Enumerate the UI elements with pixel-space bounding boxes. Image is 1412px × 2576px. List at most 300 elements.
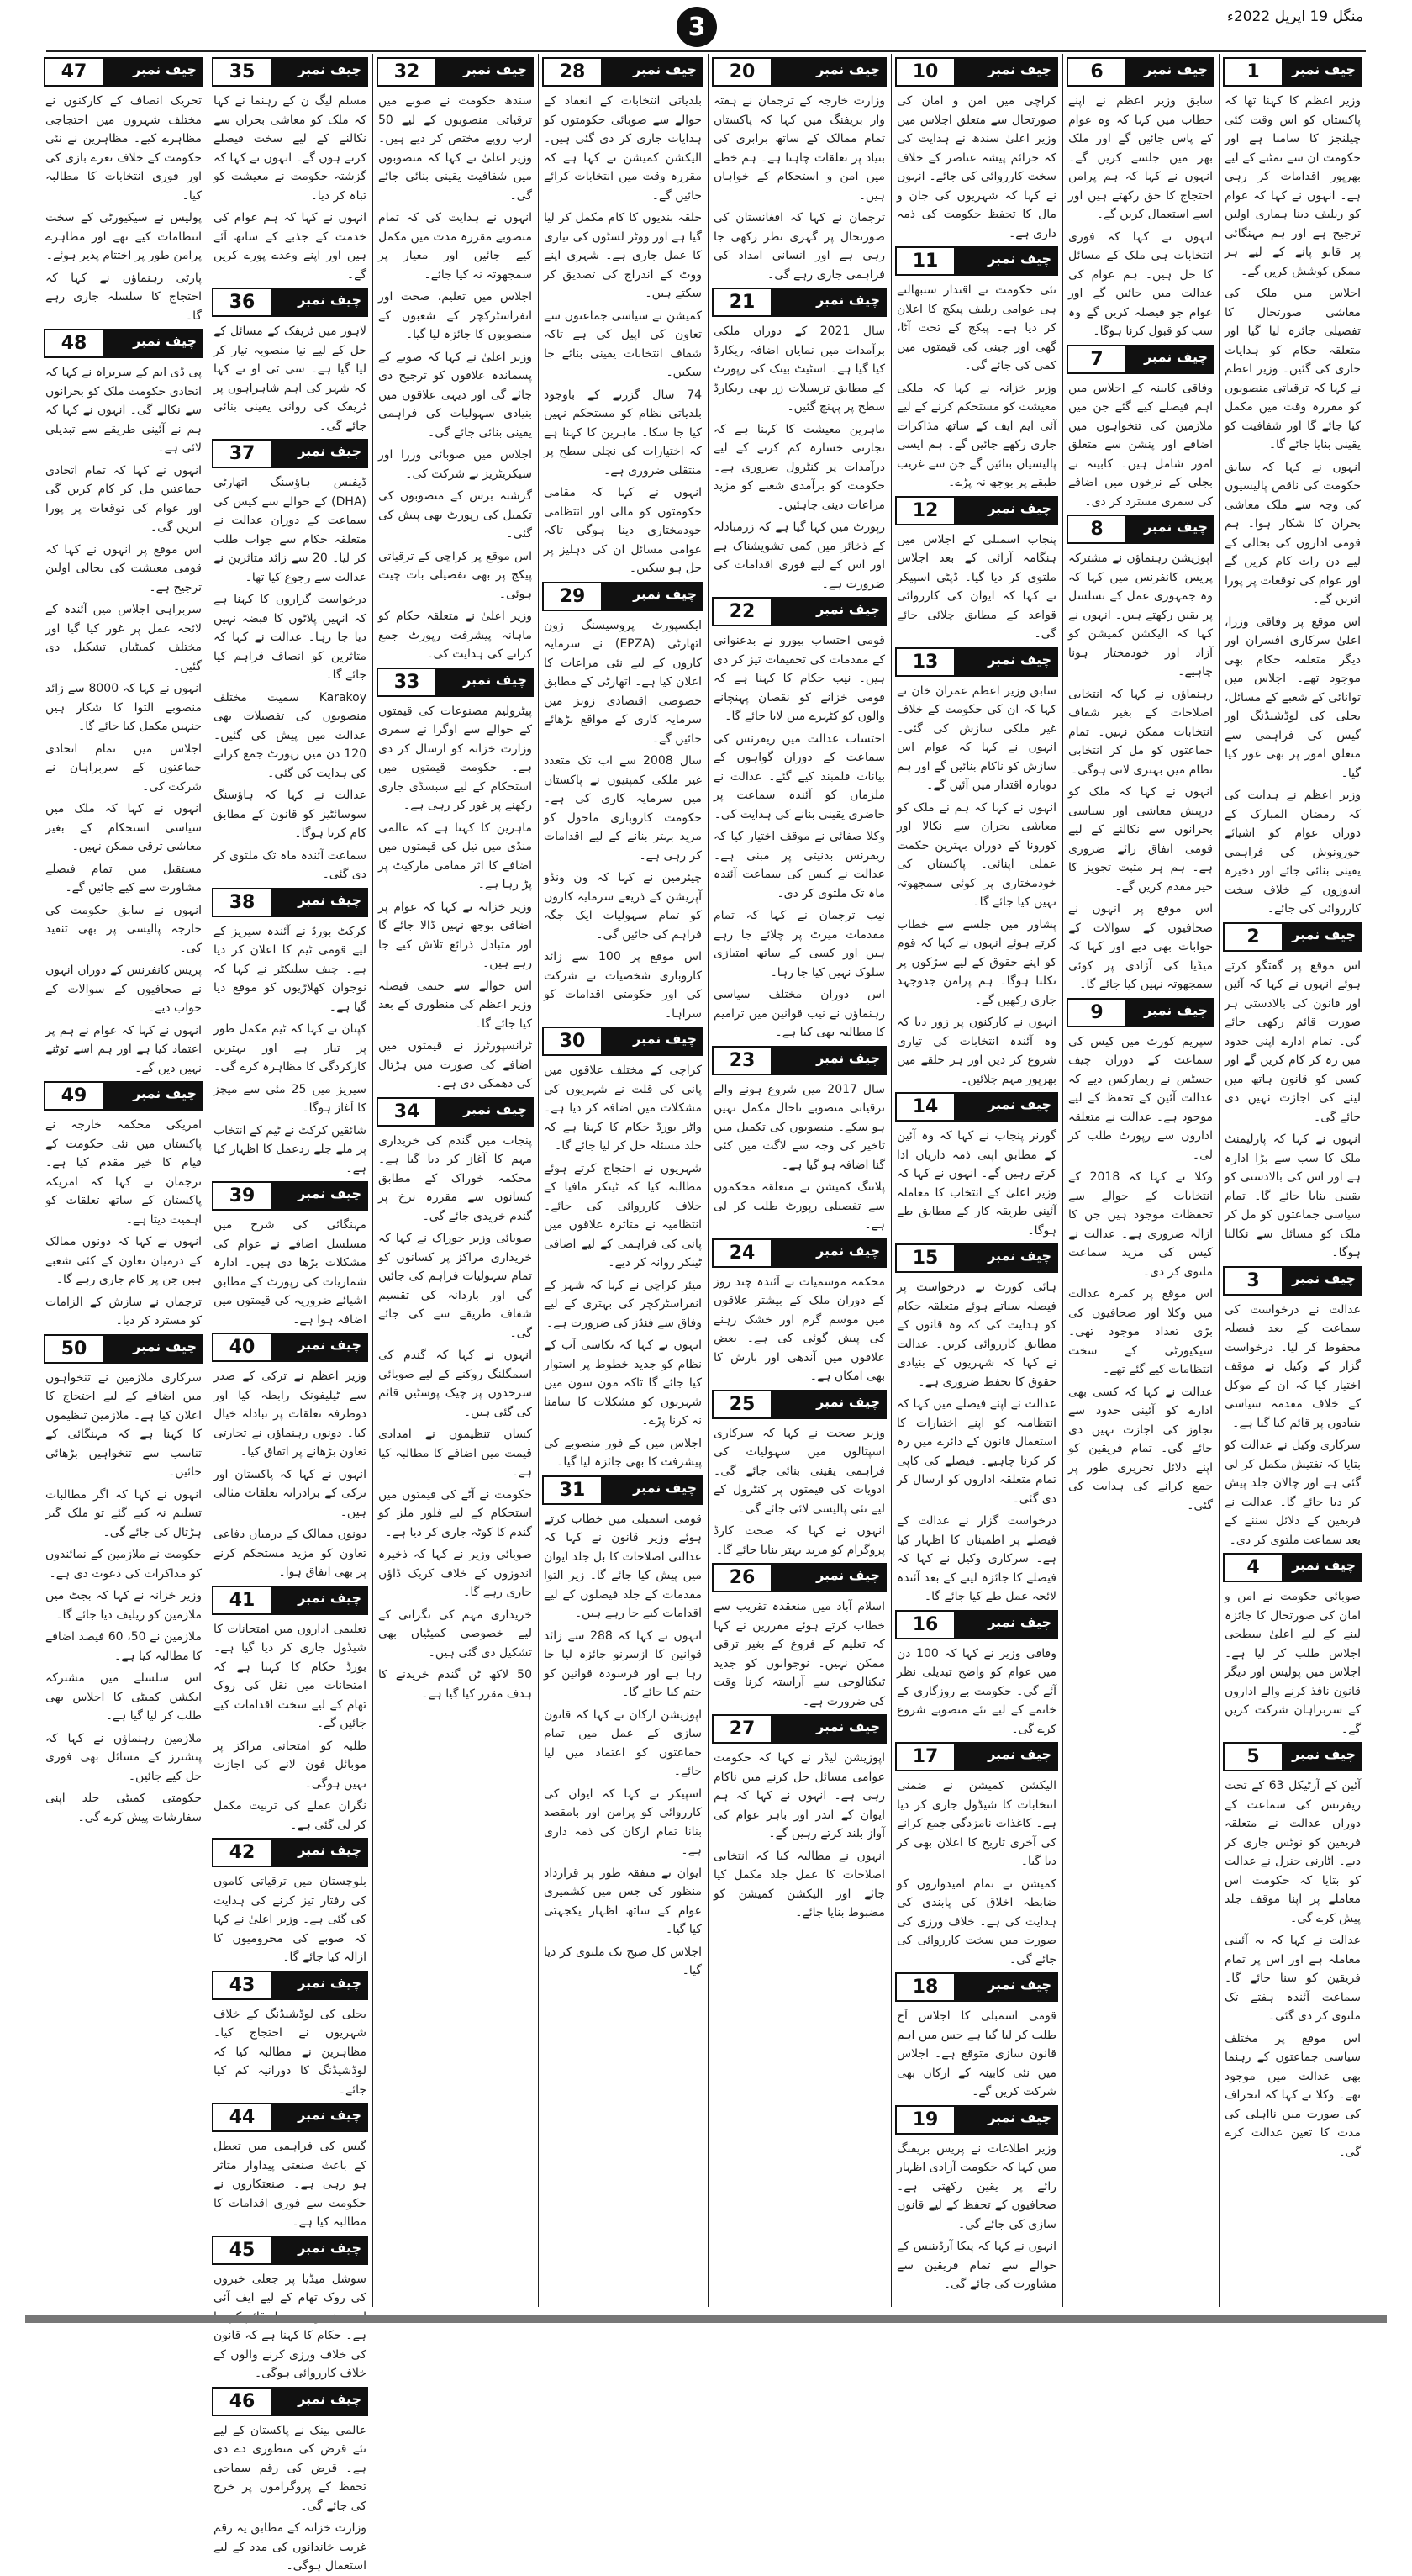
item-number: 11	[897, 248, 954, 274]
label-text: چیف نمبر	[298, 1337, 361, 1353]
news-paragraph: پی ڈی ایم کے سربراہ نے کہا کہ اتحادی حکومت ملک کو بحرانوں سے نکالے گی۔ انہوں نے کہا کہ ہم نے آئینی طریقے سے تبدیلی لائی ہے۔	[45, 366, 202, 455]
news-paragraph: انہوں نے کہا کہ اگر مطالبات تسلیم نہ کیے گئے تو ملک گیر ہڑتال کی جائے گی۔	[45, 1487, 202, 1539]
label-text: چیف نمبر	[463, 61, 527, 77]
news-paragraph: پارٹی رہنماؤں نے کہا کہ احتجاج کا سلسلہ جاری رہے گا۔	[45, 271, 202, 323]
news-item-text	[42, 1116, 205, 1331]
item-number: 41	[213, 1587, 271, 1613]
news-paragraph: ترجمان نے کہا کہ افغانستان کی صورتحال پر گہری نظر رکھی جا رہی ہے اور انسانی امداد کی فراہمی جاری رہے گی۔	[714, 211, 885, 282]
item-number-label	[377, 1097, 534, 1127]
news-paragraph: سابق وزیر اعظم عمران خان نے کہا کہ ان کی حکومت کے خلاف غیر ملکی سازش کی گئی۔ انہوں نے کہا کہ عوام اس سازش کو ناکام بنائیں گے اور ہم دوبارہ اقتدار میں آئیں گے۔	[897, 684, 1056, 792]
news-paragraph: وفاقی وزیر نے کہا کہ 100 دن میں عوام کو واضح تبدیلی نظر آئے گی۔ حکومت بے روزگاری کے خاتمے کے لیے نئے منصوبے شروع کرے گی۔	[897, 1646, 1057, 1736]
label-bar	[435, 59, 532, 85]
news-paragraph: وزارت خزانہ کے مطابق یہ رقم غریب خاندانوں کی مدد کے لیے استعمال ہوگی۔	[213, 2521, 366, 2573]
item-number: 3	[1225, 1268, 1282, 1294]
item-number-label	[895, 1092, 1058, 1122]
item-number: 40	[213, 1334, 271, 1360]
label-bar	[771, 1565, 885, 1591]
news-paragraph: وزارت خارجہ کے ترجمان نے ہفتہ وار بریفنگ میں کہا کہ پاکستان تمام ممالک کے ساتھ برابری کی بنیاد پر تعلقات چاہتا ہے۔ ہم خطے میں امن و استحکام کے خواہاں ہیں۔	[714, 94, 885, 203]
news-item-text	[210, 922, 370, 1179]
news-item-text	[1065, 92, 1216, 341]
label-bar	[601, 59, 702, 85]
news-item-text	[540, 1061, 705, 1472]
news-paragraph: حکومتی کمیٹی جلد اپنی سفارشات پیش کرے گی۔	[45, 1792, 202, 1824]
item-number-label	[377, 57, 534, 87]
column-divider	[891, 54, 892, 2307]
label-bar	[771, 599, 885, 625]
label-text: چیف نمبر	[633, 585, 697, 602]
news-paragraph: انہوں نے کہا کہ سابق حکومت کی ناقص پالیسیوں کی وجہ سے ملک معاشی بحران کا شکار ہوا۔ ہم قومی اداروں کی بحالی کے لیے دن رات کام کریں گے اور عوام کی توقعات پر پورا اتریں گے۔	[1225, 460, 1361, 606]
news-paragraph: بلدیاتی انتخابات کے انعقاد کے حوالے سے صوبائی حکومتوں کو ہدایات جاری کر دی گئی ہیں۔ الیکشن کمیشن نے کہا ہے کہ مقررہ وقت میں انتخابات کرائے جائیں گے۔	[544, 94, 702, 203]
news-paragraph: اپوزیشن رہنماؤں نے مشترکہ پریس کانفرنس میں کہا کہ وہ جمہوری عمل کے تسلسل پر یقین رکھتے ہیں۔ انہوں نے کہا کہ الیکشن کمیشن کو آزاد اور خودمختار ہونا چاہیے۔	[1068, 552, 1213, 678]
item-number: 45	[213, 2237, 271, 2263]
news-column-7	[210, 54, 370, 2573]
label-bar	[954, 498, 1056, 524]
news-paragraph: الیکشن کمیشن نے ضمنی انتخابات کا شیڈول جاری کر دیا ہے۔ کاغذات نامزدگی جمع کرانے کی آخری تاریخ کا اعلان بھی کر دیا گیا۔	[897, 1779, 1056, 1868]
item-number-label	[1067, 57, 1214, 87]
news-item-text	[710, 322, 888, 594]
news-item-text	[893, 281, 1060, 493]
news-paragraph: انہوں نے کہا کہ پارلیمنٹ ملک کا سب سے بڑا ادارہ ہے اور اس کی بالادستی کو یقینی بنایا جائے گا۔ تمام سیاسی جماعتوں کو مل کر ملک کو مسائل سے نکالنا ہوگا۔	[1225, 1132, 1361, 1259]
news-paragraph: حکومت نے ملازمین کے نمائندوں کو مذاکرات کی دعوت دی ہے۔	[45, 1548, 202, 1581]
news-paragraph: انہوں نے کہا کہ گندم کی اسمگلنگ روکنے کے لیے صوبائی سرحدوں پر چیک پوسٹیں قائم کی گئی ہیں۔	[378, 1349, 532, 1419]
news-item-text	[210, 473, 370, 884]
item-number: 42	[213, 1840, 271, 1866]
news-paragraph: رہنماؤں نے کہا کہ انتخابی اصلاحات کے بغیر شفاف انتخابات ممکن نہیں۔ تمام جماعتوں کو مل کر انتخابی نظام میں بہتری لانی ہوگی۔	[1068, 687, 1213, 777]
news-paragraph: اجلاس کل صبح تک ملتوی کر دیا گیا۔	[544, 1945, 702, 1977]
label-text: چیف نمبر	[633, 1031, 697, 1047]
news-item-text	[210, 2137, 370, 2232]
label-bar	[771, 1240, 885, 1266]
news-paragraph: انہوں نے کارکنوں پر زور دیا کہ وہ آئندہ انتخابات کی تیاری شروع کر دیں اور ہر حلقے میں بھرپور مہم چلائیں۔	[897, 1016, 1056, 1086]
item-number-label	[212, 1838, 368, 1867]
item-number: 24	[714, 1240, 771, 1266]
item-number: 39	[213, 1183, 271, 1209]
news-item-text	[1065, 549, 1216, 995]
item-number-label	[212, 1181, 368, 1211]
news-paragraph: انہوں نے کہا کہ 288 سے زائد قوانین کا ازسرنو جائزہ لیا جا رہا ہے اور فرسودہ قوانین کو ختم کیا جائے گا۔	[544, 1628, 702, 1699]
label-text: چیف نمبر	[816, 61, 880, 77]
news-paragraph: عدالت نے درخواست کی سماعت کے بعد فیصلہ محفوظ کر لیا۔ درخواست گزار کے وکیل نے موقف اختیار کیا کہ ان کے موکل کے خلاف مقدمہ سیاسی بنیادوں پر قائم کیا گیا ہے۔	[1225, 1302, 1361, 1430]
label-text: چیف نمبر	[298, 443, 361, 459]
news-item-text	[893, 1278, 1060, 1607]
news-paragraph: طلبہ کو امتحانی مراکز پر موبائل فون لانے کی اجازت نہیں ہوگی۔	[213, 1739, 366, 1791]
news-paragraph: اس دوران مختلف سیاسی رہنماؤں نے نیب قوانین میں ترامیم کا مطالبہ بھی کیا ہے۔	[714, 988, 885, 1039]
news-paragraph: 50 لاکھ ٹن گندم خریدنے کا ہدف مقرر کیا گیا ہے۔	[378, 1668, 532, 1701]
label-text: چیف نمبر	[816, 1567, 880, 1583]
news-paragraph: تعلیمی اداروں میں امتحانات کا شیڈول جاری کر دیا گیا ہے۔ بورڈ حکام کا کہنا ہے کہ امتحانات میں نقل کی روک تھام کے لیے سخت اقدامات کیے جائیں گے۔	[213, 1622, 366, 1730]
news-item-text	[42, 1369, 205, 1828]
item-number: 6	[1068, 59, 1125, 85]
news-paragraph: آئین کے آرٹیکل 63 کے تحت ریفرنس کی سماعت کے دوران عدالت نے متعلقہ فریقین کو نوٹس جاری کر دیے۔ اٹارنی جنرل نے عدالت کو بتایا کہ حکومت اس معاملے پر اپنا موقف جلد پیش کرے گی۔	[1225, 1779, 1362, 1925]
news-paragraph: قومی اسمبلی میں خطاب کرتے ہوئے وزیر قانون نے کہا کہ عدالتی اصلاحات کا بل جلد ایوان میں پیش کیا جائے گا۔ زیر التوا مقدمات کے جلد فیصلوں کے لیے اقدامات کیے جا رہے ہیں۔	[544, 1512, 702, 1620]
label-bar	[271, 1840, 366, 1866]
item-number: 31	[544, 1477, 601, 1503]
news-item-text	[210, 1620, 370, 1835]
label-text: چیف نمبر	[1292, 926, 1356, 942]
news-paragraph: مستقبل میں تمام فیصلے مشاورت سے کیے جائیں گے۔	[45, 862, 202, 895]
item-number-label	[712, 597, 887, 626]
news-paragraph: اس موقع پر وفاقی وزرا، اعلیٰ سرکاری افسران اور دیگر متعلقہ حکام بھی موجود تھے۔ اجلاس میں توانائی کے شعبے کے مسائل، بجلی کی لوڈشیڈنگ اور گیس کی فراہمی سے متعلق امور پر بھی غور کیا گیا۔	[1225, 615, 1361, 780]
item-number: 2	[1225, 924, 1282, 950]
label-text: چیف نمبر	[633, 61, 697, 77]
news-paragraph: پلاننگ کمیشن نے متعلقہ محکموں سے تفصیلی رپورٹ طلب کر لی ہے۔	[714, 1180, 885, 1232]
news-paragraph: شائقین کرکٹ نے ٹیم کے انتخاب پر ملے جلے ردعمل کا اظہار کیا ہے۔	[213, 1123, 366, 1175]
news-item-text	[1221, 1301, 1364, 1550]
news-item-text	[710, 1749, 888, 1923]
label-text: چیف نمبر	[298, 61, 361, 77]
label-bar	[771, 59, 885, 85]
news-paragraph: انہوں نے کہا کہ ملک میں سیاسی استحکام کے بغیر معاشی ترقی ممکن نہیں۔	[45, 802, 202, 853]
news-paragraph: پنجاب اسمبلی کے اجلاس میں ہنگامہ آرائی کے بعد اجلاس ملتوی کر دیا گیا۔ ڈپٹی اسپیکر نے کہا کہ ایوان کی کارروائی قواعد کے مطابق چلائی جائے گی۔	[897, 532, 1056, 641]
label-text: چیف نمبر	[816, 601, 880, 617]
news-paragraph: انہوں نے کہا کہ صحت کارڈ پروگرام کو مزید بہتر بنایا جائے گا۔	[714, 1524, 885, 1557]
news-paragraph: انہوں نے کہا کہ نکاسی آب کے نظام کو جدید خطوط پر استوار کیا جائے گا تاکہ مون سون میں شہریوں کو مشکلات کا سامنا نہ کرنا پڑے۔	[544, 1338, 702, 1428]
news-paragraph: پنجاب میں گندم کی خریداری مہم کا آغاز کر دیا گیا ہے۔ محکمہ خوراک کے مطابق کسانوں سے مقررہ نرخ پر گندم خریدی جائے گی۔	[378, 1133, 532, 1223]
news-paragraph: کراچی کے مختلف علاقوں میں پانی کی قلت نے شہریوں کی مشکلات میں اضافہ کر دیا ہے۔ واٹر بورڈ حکام کا کہنا ہے کہ جلد مسئلہ حل کر لیا جائے گا۔	[544, 1064, 702, 1153]
news-paragraph: اس موقع پر گفتگو کرتے ہوئے انہوں نے کہا کہ آئین اور قانون کی بالادستی ہر صورت قائم رکھی جائے گی۔ تمام ادارے اپنی حدود میں رہ کر کام کریں گے اور کسی کو قانون ہاتھ میں لینے کی اجازت نہیں دی جائے گی۔	[1225, 958, 1361, 1124]
item-number: 21	[714, 289, 771, 315]
label-bar	[1125, 516, 1213, 542]
news-paragraph: اس موقع پر انہوں نے صحافیوں کے سوالات کے جوابات بھی دیے اور کہا کہ میڈیا کی آزادی پر کوئی سمجھوتہ نہیں کیا جائے گا۔	[1068, 902, 1213, 991]
news-paragraph: سابق وزیر اعظم نے اپنے خطاب میں کہا کہ وہ عوام کے پاس جائیں گے اور ملک بھر میں جلسے کریں گے۔ انہوں نے کہا کہ ہم پرامن احتجاج کا حق رکھتے ہیں اور اسے استعمال کریں گے۔	[1068, 94, 1213, 221]
label-text: چیف نمبر	[298, 2107, 361, 2123]
news-paragraph: حلقہ بندیوں کا کام مکمل کر لیا گیا ہے اور ووٹر لسٹوں کی تیاری کا عمل جاری ہے۔ شہری اپنے ووٹ کے اندراج کی تصدیق کر سکتے ہیں۔	[544, 211, 702, 300]
news-paragraph: چیئرمین نے کہا کہ ون ونڈو آپریشن کے ذریعے سرمایہ کاروں کو تمام سہولیات ایک جگہ فراہم کی جائیں گی۔	[544, 871, 702, 942]
news-paragraph: انہوں نے کہا کہ ہم نے ملک کو معاشی بحران سے نکالا اور کورونا کے دوران بہترین حکمت عملی اپنائی۔ پاکستان کی خودمختاری پر کوئی سمجھوتہ نہیں کیا جائے گا۔	[897, 800, 1056, 909]
news-paragraph: ماہرین معیشت کا کہنا ہے کہ تجارتی خسارہ کم کرنے کے لیے درآمدات پر کنٹرول ضروری ہے۔ حکومت کو برآمدی شعبے کو مزید مراعات دینی چاہئیں۔	[714, 422, 885, 512]
label-bar	[954, 1744, 1056, 1770]
item-number: 4	[1225, 1555, 1282, 1581]
item-number-label	[44, 57, 203, 87]
news-item-text	[540, 92, 705, 578]
label-text: چیف نمبر	[298, 1842, 361, 1858]
news-paragraph: پیٹرولیم مصنوعات کی قیمتوں کے حوالے سے اوگرا نے سمری وزارت خزانہ کو ارسال کر دی ہے۔ حکومت قیمتوں میں استحکام کے لیے سبسڈی جاری رکھنے پر غور کر رہی ہے۔	[378, 704, 532, 812]
label-bar	[1125, 1000, 1213, 1026]
news-item-text	[1221, 92, 1364, 919]
label-bar	[1282, 59, 1361, 85]
news-paragraph: Karakoy سمیت مختلف منصوبوں کی تفصیلات بھی عدالت میں پیش کی گئیں۔ 120 دن میں رپورٹ جمع کرانے کی ہدایت کی گئی۔	[213, 690, 366, 780]
item-number: 14	[897, 1094, 954, 1120]
label-text: چیف نمبر	[298, 292, 361, 308]
news-paragraph: تحریک انصاف کے کارکنوں نے مختلف شہروں میں احتجاجی مظاہرے کیے۔ مظاہرین نے نئی حکومت کے خلاف نعرے بازی کی اور فوری انتخابات کا مطالبہ کیا۔	[45, 94, 202, 203]
item-number: 10	[897, 59, 954, 85]
news-paragraph: بلوچستان میں ترقیاتی کاموں کی رفتار تیز کرنے کی ہدایت کی گئی ہے۔ وزیر اعلیٰ نے کہا کہ صوبے کی محرومیوں کا ازالہ کیا جائے گا۔	[213, 1875, 366, 1964]
item-number: 15	[897, 1245, 954, 1271]
news-item-text	[540, 1510, 705, 1981]
news-item-text	[893, 1644, 1060, 1739]
label-bar	[1282, 1744, 1361, 1770]
item-number-label	[44, 329, 203, 358]
news-item-text	[1221, 957, 1364, 1263]
label-bar	[601, 1477, 702, 1503]
label-text: چیف نمبر	[298, 2239, 361, 2256]
news-paragraph: اس موقع پر کمرہ عدالت میں وکلا اور صحافیوں کی بڑی تعداد موجود تھی۔ سیکیورٹی کے سخت انتظامات کیے گئے تھے۔	[1068, 1287, 1213, 1376]
column-divider	[1062, 54, 1063, 2307]
news-paragraph: وزیر خزانہ نے کہا کہ ملکی معیشت کو مستحکم کرنے کے لیے آئی ایم ایف کے ساتھ مذاکرات جاری رکھے جائیں گے۔ ہم ایسی پالیسیاں بنائیں گے جن سے غریب طبقے پر بوجھ نہ پڑے۔	[897, 381, 1056, 489]
label-text: چیف نمبر	[1292, 1270, 1356, 1286]
news-item-text	[1221, 1587, 1364, 1739]
label-bar	[954, 59, 1056, 85]
news-paragraph: صوبائی وزیر خوراک نے کہا کہ خریداری مراکز پر کسانوں کو تمام سہولیات فراہم کی جائیں گی اور باردانہ کی تقسیم شفاف طریقے سے کی جائے گی۔	[378, 1232, 532, 1340]
label-text: چیف نمبر	[133, 1085, 197, 1101]
news-item-text	[893, 2007, 1060, 2102]
news-item-text	[540, 616, 705, 1024]
label-text: چیف نمبر	[463, 671, 527, 688]
news-paragraph: سال 2021 کے دوران ملکی برآمدات میں نمایاں اضافہ ریکارڈ کیا گیا ہے۔ اسٹیٹ بینک کی رپورٹ کے مطابق ترسیلات زر بھی ریکارڈ سطح پر پہنچ گئیں۔	[714, 325, 885, 414]
news-paragraph: سپریم کورٹ میں کیس کی سماعت کے دوران چیف جسٹس نے ریمارکس دیے کہ عدالت آئین کے تحفظ کے لیے موجود ہے۔ عدالت نے متعلقہ اداروں سے رپورٹ طلب کر لی۔	[1068, 1034, 1213, 1162]
label-bar	[103, 330, 202, 356]
item-number: 7	[1068, 346, 1125, 372]
news-paragraph: احتساب عدالت میں ریفرنس کی سماعت کے دوران گواہوں کے بیانات قلمبند کیے گئے۔ عدالت نے ملزمان کو آئندہ سماعت پر حاضری یقینی بنانے کی ہدایت کی۔	[714, 731, 885, 821]
item-number-label	[712, 1714, 887, 1744]
column-divider	[372, 54, 373, 2307]
news-column-4	[710, 54, 888, 2303]
item-number-label	[212, 2103, 368, 2132]
label-text: چیف نمبر	[988, 1746, 1051, 1762]
label-bar	[954, 1245, 1056, 1271]
item-number-label	[212, 2387, 368, 2416]
news-item-text	[1065, 379, 1216, 512]
news-paragraph: سماعت آئندہ ماہ تک ملتوی کر دی گئی۔	[213, 848, 366, 881]
news-column-6	[375, 54, 535, 2303]
news-item-text	[210, 2270, 370, 2383]
news-paragraph: اجلاس میں تعلیم، صحت اور انفراسٹرکچر کے شعبوں کے منصوبوں کا جائزہ لیا گیا۔	[378, 290, 532, 341]
item-number-label	[895, 2105, 1058, 2135]
news-paragraph: انہوں نے کہا کہ 8000 سے زائد منصوبے التوا کا شکار ہیں جنہیں مکمل کیا جائے گا۔	[45, 682, 203, 733]
label-bar	[771, 1716, 885, 1742]
label-bar	[271, 441, 366, 467]
item-number: 22	[714, 599, 771, 625]
news-paragraph: قومی احتساب بیورو نے بدعنوانی کے مقدمات کی تحقیقات تیز کر دی ہیں۔ نیب حکام کا کہنا ہے کہ قومی خزانے کو نقصان پہنچانے والوں کو کٹہرے میں لایا جائے گا۔	[714, 634, 885, 723]
news-paragraph: کراچی میں امن و امان کی صورتحال سے متعلق اجلاس میں وزیر اعلیٰ سندھ نے ہدایت کی کہ جرائم پیشہ عناصر کے خلاف سخت کارروائی کی جائے۔ انہوں نے کہا کہ شہریوں کی جان و مال کا تحفظ حکومت کی ذمہ داری ہے۔	[897, 94, 1056, 240]
news-paragraph: اس موقع پر کراچی کے ترقیاتی پیکج پر بھی تفصیلی بات چیت ہوئی۔	[378, 549, 532, 601]
item-number: 32	[378, 59, 435, 85]
news-column-1	[1221, 54, 1364, 2303]
label-bar	[954, 649, 1056, 675]
news-item-text	[710, 1597, 888, 1711]
label-bar	[435, 669, 532, 695]
news-paragraph: اپوزیشن لیڈر نے کہا کہ حکومت عوامی مسائل حل کرنے میں ناکام رہی ہے۔ انہوں نے کہا کہ ہم ایوان کے اندر اور باہر عوام کی آواز بلند کرتے رہیں گے۔	[714, 1751, 885, 1840]
label-text: چیف نمبر	[633, 1479, 697, 1496]
news-paragraph: کمیشن نے تمام امیدواروں کو ضابطہ اخلاق کی پابندی کی ہدایت کی ہے۔ خلاف ورزی کی صورت میں سخت کارروائی کی جائے گی۔	[897, 1877, 1056, 1966]
news-item-text	[1065, 1032, 1216, 1516]
news-paragraph: اجلاس میں صوبائی وزرا اور سیکریٹریز نے شرکت کی۔	[378, 448, 532, 481]
item-number-label	[895, 496, 1058, 525]
news-paragraph: سربراہی اجلاس میں آئندہ کے لائحہ عمل پر غور کیا گیا اور مختلف کمیٹیاں تشکیل دی گئیں۔	[45, 603, 202, 673]
news-paragraph: درخواست گزاروں کا کہنا ہے کہ انہیں پلاٹوں کا قبضہ نہیں دیا جا رہا۔ عدالت نے کہا کہ متاثرین کو انصاف فراہم کیا جائے گا۔	[213, 593, 366, 682]
item-number: 18	[897, 1974, 954, 2000]
news-paragraph: میئر کراچی نے کہا کہ شہر کے انفراسٹرکچر کی بہتری کے لیے وفاق سے فنڈز کی ضرورت ہے۔	[544, 1278, 702, 1330]
news-paragraph: وکلا نے کہا کہ 2018 کے انتخابات کے حوالے سے تحفظات موجود ہیں جن کا ازالہ ضروری ہے۔ عدالت نے کیس کی مزید سماعت ملتوی کر دی۔	[1068, 1170, 1213, 1279]
news-paragraph: اجلاس میں تمام اتحادی جماعتوں کے سربراہان نے شرکت کی۔	[45, 742, 202, 794]
label-text: چیف نمبر	[988, 251, 1051, 267]
news-paragraph: اجلاس میں کے فور منصوبے کی پیشرفت کا بھی جائزہ لیا گیا۔	[544, 1436, 702, 1469]
item-number-label	[212, 1586, 368, 1615]
news-paragraph: امریکی محکمہ خارجہ نے پاکستان میں نئی حکومت کے قیام کا خیر مقدم کیا ہے۔ ترجمان نے کہا کہ امریکہ پاکستان کے ساتھ تعلقات کو اہمیت دیتا ہے۔	[45, 1118, 202, 1227]
news-item-text	[710, 1424, 888, 1560]
news-paragraph: پشاور میں جلسے سے خطاب کرتے ہوئے انہوں نے کہا کہ قوم کو اپنے حقوق کے لیے سڑکوں پر نکلنا ہوگا۔ ہم پرامن جدوجہد جاری رکھیں گے۔	[897, 917, 1056, 1007]
news-paragraph: ماہرین کا کہنا ہے کہ عالمی منڈی میں تیل کی قیمتوں میں اضافے کا اثر مقامی مارکیٹ پر پڑ رہا ہے۔	[378, 821, 532, 891]
news-item-text	[375, 1132, 535, 1704]
news-paragraph: سال 2008 سے اب تک متعدد غیر ملکی کمپنیوں نے پاکستان میں سرمایہ کاری کی ہے۔ حکومت کاروباری ماحول کو مزید بہتر بنانے کے لیے اقدامات کر رہی ہے۔	[544, 754, 702, 863]
news-paragraph: اس موقع پر انہوں نے کہا کہ قومی معیشت کی بحالی اولین ترجیح ہے۔	[45, 542, 202, 594]
news-paragraph: انہوں نے کہا کہ فوری انتخابات ہی ملک کے مسائل کا حل ہیں۔ ہم عوام کی عدالت میں جائیں گے اور عوام جو فیصلہ کریں گے وہ سب کو قبول کرنا ہوگا۔	[1068, 230, 1213, 338]
news-paragraph: 74 سال گزرنے کے باوجود بلدیاتی نظام کو مستحکم نہیں کیا جا سکا۔ ماہرین کا کہنا ہے کہ اختیارات کی نچلی سطح پر منتقلی ضروری ہے۔	[544, 388, 702, 478]
item-number-label	[1223, 1553, 1362, 1582]
news-paragraph: مسلم لیگ ن کے رہنما نے کہا کہ ملک کو معاشی بحران سے نکالنے کے لیے سخت فیصلے کرنے ہوں گے۔ انہوں نے کہا کہ گزشتہ حکومت نے معیشت کو تباہ کر دیا۔	[213, 94, 366, 203]
news-column-5	[540, 54, 705, 2303]
label-text: چیف نمبر	[298, 891, 361, 908]
news-paragraph: ڈیفنس ہاؤسنگ اتھارٹی (DHA) کے حوالے سے کیس کی سماعت کے دوران عدالت نے متعلقہ حکام سے جواب طلب کر لیا۔ 20 سے زائد متاثرین نے عدالت سے رجوع کیا تھا۔	[213, 476, 366, 584]
item-number-label	[1067, 345, 1214, 374]
news-column-3	[893, 54, 1060, 2303]
news-paragraph: گیس کی فراہمی میں تعطل کے باعث صنعتی پیداوار متاثر ہو رہی ہے۔ صنعتکاروں نے حکومت سے فوری اقدامات کا مطالبہ کیا ہے۔	[213, 2140, 366, 2229]
item-number-label	[895, 1742, 1058, 1771]
item-number: 19	[897, 2107, 954, 2133]
label-text: چیف نمبر	[1292, 61, 1356, 77]
news-paragraph: ترجمان نے سازش کے الزامات کو مسترد کر دیا۔	[45, 1295, 202, 1328]
item-number-label	[712, 1563, 887, 1592]
news-paragraph: عدالت نے کہا کہ ہاؤسنگ سوسائٹیز کو قانون کے مطابق کام کرنا ہوگا۔	[213, 789, 366, 840]
item-number-label	[212, 439, 368, 468]
news-paragraph: اس حوالے سے حتمی فیصلہ وزیر اعظم کی منظوری کے بعد کیا جائے گا۔	[378, 979, 532, 1031]
item-number: 23	[714, 1048, 771, 1074]
item-number: 16	[897, 1612, 954, 1638]
item-number: 43	[213, 1972, 271, 1998]
item-number-label	[1067, 998, 1214, 1027]
item-number-label	[44, 1081, 203, 1111]
news-paragraph: وزیر اعظم نے ترکی کے صدر سے ٹیلیفونک رابطہ کیا اور دوطرفہ تعلقات پر تبادلہ خیال کیا۔ دونوں رہنماؤں نے تجارتی تعاون بڑھانے پر اتفاق کیا۔	[213, 1370, 366, 1459]
label-bar	[271, 1334, 366, 1360]
news-item-text	[210, 2005, 370, 2100]
item-number: 49	[45, 1083, 103, 1109]
news-paragraph: نئی حکومت نے اقتدار سنبھالتے ہی عوامی ریلیف پیکج کا اعلان کر دیا ہے۔ پیکج کے تحت آٹا، گھی اور چینی کی قیمتوں میں کمی کی جائے گی۔	[897, 283, 1056, 372]
item-number-label	[212, 1971, 368, 2000]
news-paragraph: عالمی بینک نے پاکستان کے لیے نئے قرض کی منظوری دے دی ہے۔ قرض کی رقم سماجی تحفظ کے پروگراموں پر خرچ کی جائے گی۔	[213, 2423, 366, 2513]
news-paragraph: انہوں نے کہا کہ پیکا آرڈیننس کے حوالے سے تمام فریقین سے مشاورت کی جائے گی۔	[897, 2240, 1056, 2291]
news-paragraph: صوبائی وزیر نے کہا کہ ذخیرہ اندوزوں کے خلاف کریک ڈاؤن جاری رہے گا۔	[378, 1548, 532, 1599]
label-bar	[954, 1094, 1056, 1120]
news-paragraph: اس موقع پر 100 سے زائد کاروباری شخصیات نے شرکت کی اور حکومتی اقدامات کو سراہا۔	[544, 950, 702, 1021]
item-number: 44	[213, 2104, 271, 2130]
label-text: چیف نمبر	[988, 1613, 1051, 1630]
item-number-label	[212, 1333, 368, 1362]
news-paragraph: عدالت نے کہا کہ کسی بھی ادارے کو آئینی حدود سے تجاوز کی اجازت نہیں دی جائے گی۔ تمام فریقین کو اپنے دلائل تحریری طور پر جمع کرانے کی ہدایت کی گئی۔	[1068, 1385, 1213, 1512]
item-number-label	[212, 2236, 368, 2265]
item-number-label	[212, 288, 368, 317]
news-paragraph: دونوں ممالک کے درمیان دفاعی تعاون کو مزید مستحکم کرنے پر بھی اتفاق ہوا۔	[213, 1528, 366, 1579]
label-text: چیف نمبر	[1144, 348, 1208, 365]
item-number: 26	[714, 1565, 771, 1591]
label-text: چیف نمبر	[816, 1242, 880, 1259]
news-paragraph: صوبائی حکومت نے امن و امان کی صورتحال کا جائزہ لینے کے لیے اعلیٰ سطحی اجلاس طلب کر لیا ہے۔ اجلاس میں پولیس اور دیگر قانون نافذ کرنے والے اداروں کے سربراہان شرکت کریں گے۔	[1225, 1590, 1361, 1736]
label-text: چیف نمبر	[816, 292, 880, 308]
news-paragraph: شہریوں نے احتجاج کرتے ہوئے مطالبہ کیا کہ ٹینکر مافیا کے خلاف کارروائی کی جائے۔ انتظامیہ نے متاثرہ علاقوں میں پانی کی فراہمی کے لیے اضافی ٹینکر روانہ کر دیے۔	[544, 1161, 702, 1270]
news-paragraph: وزیر صحت نے کہا کہ سرکاری اسپتالوں میں سہولیات کی فراہمی یقینی بنائی جائے گی۔ ادویات کی قیمتوں پر کنٹرول کے لیے نئی پالیسی لائی جائے گی۔	[714, 1426, 885, 1516]
item-number: 13	[897, 649, 954, 675]
news-paragraph: اسلام آباد میں منعقدہ تقریب سے خطاب کرتے ہوئے مقررین نے کہا کہ تعلیم کے فروغ کے بغیر ترقی ممکن نہیں۔ نوجوانوں کو جدید ٹیکنالوجی سے آراستہ کرنا وقت کی ضرورت ہے۔	[714, 1600, 885, 1708]
label-bar	[271, 289, 366, 315]
item-number: 30	[544, 1028, 601, 1054]
news-paragraph: انہوں نے کہا کہ عوام نے ہم پر اعتماد کیا ہے اور ہم اسے ٹوٹنے نہیں دیں گے۔	[45, 1023, 202, 1075]
news-paragraph: سرکاری وکیل نے عدالت کو بتایا کہ تفتیش مکمل کر لی گئی ہے اور چالان جلد پیش کر دیا جائے گا۔ عدالت نے فریقین کے دلائل سننے کے بعد سماعت ملتوی کر دی۔	[1225, 1438, 1361, 1547]
item-number-label	[895, 1610, 1058, 1639]
item-number-label	[1223, 1742, 1362, 1771]
item-number-label	[542, 1475, 703, 1505]
news-item-text	[210, 1872, 370, 1967]
label-bar	[271, 1183, 366, 1209]
news-paragraph: اپوزیشن ارکان نے کہا کہ قانون سازی کے عمل میں تمام جماعتوں کو اعتماد میں لیا جائے۔	[544, 1708, 702, 1778]
item-number: 50	[45, 1336, 103, 1362]
label-bar	[771, 1048, 885, 1074]
label-text: چیف نمبر	[988, 1248, 1051, 1264]
label-text: چیف نمبر	[133, 333, 197, 349]
item-number: 37	[213, 441, 271, 467]
label-bar	[601, 583, 702, 610]
item-number-label	[1223, 1266, 1362, 1296]
news-paragraph: وفاقی کابینہ کے اجلاس میں اہم فیصلے کیے گئے جن میں ملازمین کی تنخواہوں میں اضافے اور پنشن سے متعلق امور شامل ہیں۔ کابینہ نے بجلی کے نرخوں میں اضافے کی سمری مسترد کر دی۔	[1068, 381, 1213, 509]
news-paragraph: انہوں نے کہا کہ مقامی حکومتوں کو مالی اور انتظامی خودمختاری دینا ہوگی تاکہ عوامی مسائل ان کی دہلیز پر حل ہو سکیں۔	[544, 486, 702, 575]
item-number: 48	[45, 330, 103, 356]
item-number-label	[895, 647, 1058, 677]
news-item-text	[42, 92, 205, 325]
news-paragraph: درخواست گزار نے عدالت کے فیصلے پر اطمینان کا اظہار کیا ہے۔ سرکاری وکیل نے کہا کہ فیصلے کا جائزہ لینے کے بعد آئندہ لائحہ عمل طے کیا جائے گا۔	[897, 1514, 1056, 1603]
label-text: چیف نمبر	[1144, 1001, 1208, 1018]
item-number: 25	[714, 1391, 771, 1417]
news-item-text	[375, 702, 535, 1094]
page-number: 3	[677, 7, 717, 47]
label-bar	[103, 1083, 202, 1109]
item-number-label	[1223, 922, 1362, 952]
news-item-text	[710, 631, 888, 1043]
news-paragraph: پولیس نے سیکیورٹی کے سخت انتظامات کیے تھے اور مظاہرے پرامن طور پر اختتام پذیر ہوئے۔	[45, 211, 202, 262]
news-item-text	[710, 1080, 888, 1235]
label-bar	[271, 1972, 366, 1998]
label-text: چیف نمبر	[988, 2109, 1051, 2125]
news-paragraph: انہوں نے کہا کہ دونوں ممالک کے درمیان تعاون کے کئی شعبے ہیں جن پر کام جاری رہے گا۔	[45, 1235, 202, 1286]
news-paragraph: عدالت نے کہا کہ یہ آئینی معاملہ ہے اور اس پر تمام فریقین کو سنا جائے گا۔ سماعت آئندہ ہفتے تک ملتوی کر دی گئی۔	[1225, 1934, 1361, 2023]
news-paragraph: انہوں نے مطالبہ کیا کہ انتخابی اصلاحات کا عمل جلد مکمل کیا جائے اور الیکشن کمیشن کو مضبوط بنایا جائے۔	[714, 1849, 885, 1919]
label-bar	[601, 1028, 702, 1054]
item-number-label	[712, 1238, 887, 1268]
column-divider	[538, 54, 539, 2307]
item-number: 34	[378, 1099, 435, 1125]
news-paragraph: پریس کانفرنس کے دوران انہوں نے صحافیوں کے سوالات کے جواب دیے۔	[45, 963, 202, 1015]
label-text: چیف نمبر	[988, 61, 1051, 77]
news-paragraph: اس سلسلے میں مشترکہ ایکشن کمیٹی کا اجلاس بھی طلب کر لیا گیا ہے۔	[45, 1671, 202, 1723]
news-paragraph: ملازمین نے 50، 60 فیصد اضافے کا مطالبہ کیا ہے۔	[45, 1630, 203, 1663]
news-paragraph: ٹرانسپورٹرز نے قیمتوں میں اضافے کی صورت میں ہڑتال کی دھمکی دی ہے۔	[378, 1039, 532, 1090]
news-paragraph: بجلی کی لوڈشیڈنگ کے خلاف شہریوں نے احتجاج کیا۔ مظاہرین نے مطالبہ کیا کہ لوڈشیڈنگ کا دورانیہ کم کیا جائے۔	[213, 2007, 366, 2097]
item-number: 28	[544, 59, 601, 85]
issue-date: منگل 19 اپریل 2022ء	[1226, 8, 1363, 25]
news-paragraph: ہائی کورٹ نے درخواست پر فیصلہ سناتے ہوئے متعلقہ حکام کو ہدایت کی کہ وہ قانون کے مطابق کارروائی کریں۔ عدالت نے کہا کہ شہریوں کے بنیادی حقوق کا تحفظ ضروری ہے۔	[897, 1280, 1056, 1389]
news-item-text	[893, 92, 1060, 243]
label-text: چیف نمبر	[1144, 61, 1208, 77]
news-paragraph: گورنر پنجاب نے کہا کہ وہ آئین کے مطابق اپنی ذمہ داریاں ادا کرتے رہیں گے۔ انہوں نے کہا کہ وزیر اعلیٰ کے انتخاب کا معاملہ آئینی طریقہ کار کے مطابق طے ہوگا۔	[897, 1129, 1056, 1238]
news-paragraph: وزیر اعلیٰ نے کہا کہ صوبے کے پسماندہ علاقوں کو ترجیح دی جائے گی اور دیہی علاقوں میں بنیادی سہولیات کی فراہمی یقینی بنائی جائے گی۔	[378, 350, 532, 440]
label-text: چیف نمبر	[298, 2390, 361, 2407]
news-paragraph: وزیر خزانہ نے کہا کہ عوام پر اضافی بوجھ نہیں ڈالا جائے گا اور متبادل ذرائع تلاش کیے جا رہے ہیں۔	[378, 900, 532, 970]
label-bar	[1282, 1268, 1361, 1294]
news-paragraph: عدالت نے اپنے فیصلے میں کہا کہ انتظامیہ کو اپنے اختیارات کا استعمال قانون کے دائرے میں رہ کر کرنا چاہیے۔ فیصلے کی کاپی تمام متعلقہ اداروں کو ارسال کر دی گئی۔	[897, 1397, 1056, 1506]
footer-rule	[25, 2315, 1387, 2323]
news-paragraph: وکلا صفائی نے موقف اختیار کیا کہ ریفرنس بدنیتی پر مبنی ہے۔ عدالت نے کیس کی سماعت آئندہ ماہ تک ملتوی کر دی۔	[714, 830, 885, 900]
news-paragraph: ایکسپورٹ پروسیسنگ زون اتھارٹی (EPZA) نے سرمایہ کاروں کے لیے نئی مراعات کا اعلان کیا ہے۔ اتھارٹی کے مطابق خصوصی اقتصادی زونز میں سرمایہ کاری کے مواقع بڑھائے جائیں گے۔	[544, 618, 702, 746]
news-paragraph: خریداری مہم کی نگرانی کے لیے خصوصی کمیٹیاں بھی تشکیل دی گئی ہیں۔	[378, 1607, 532, 1660]
news-paragraph: ایوان نے متفقہ طور پر قرارداد منظور کی جس میں کشمیری عوام کے ساتھ اظہار یکجہتی کیا گیا۔	[544, 1866, 702, 1936]
news-paragraph: مہنگائی کی شرح میں مسلسل اضافے نے عوام کی مشکلات بڑھا دی ہیں۔ ادارہ شماریات کی رپورٹ کے مطابق اشیائے ضروریہ کی قیمتوں میں اضافہ ہوا ہے۔	[213, 1218, 366, 1327]
